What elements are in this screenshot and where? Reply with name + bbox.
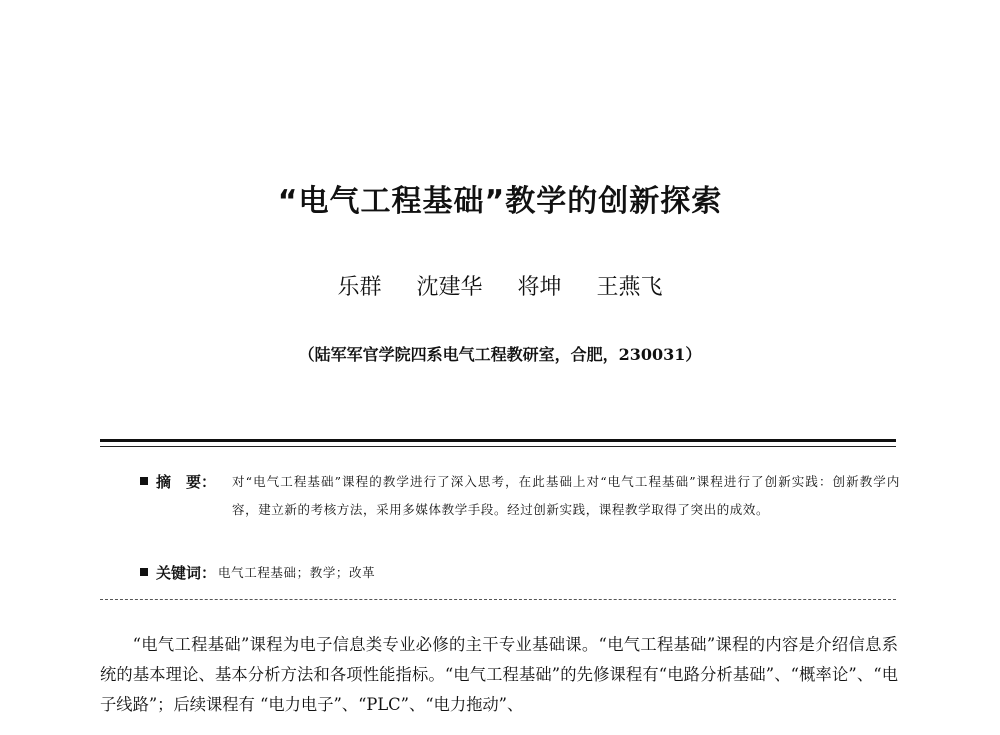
body-paragraph: “电气工程基础”课程为电子信息类专业必修的主干专业基础课。“电气工程基础”课程的内容是介绍信息系统的基本理论、基本分析方法和各项性能指标。“电气工程基础”的先修课程有“电路分析基础”、“概率论”、“电子线路”；后续课程有 “电力电子”、“PLC”、“电力拖动”、: [100, 635, 898, 714]
square-bullet-icon: [140, 477, 148, 485]
divider-thin: [100, 446, 896, 447]
author-list: [0, 270, 1000, 301]
keywords-block: [140, 558, 375, 586]
author-name: 将坤: [517, 275, 562, 300]
author-name: 王燕飞: [596, 275, 663, 300]
divider-thick: [100, 439, 896, 442]
keywords-text: 电气工程基础；教学；改革: [218, 565, 376, 580]
author-affiliation: （陆军军官学院四系电气工程教研室，合肥，230031）: [298, 345, 702, 364]
square-bullet-icon: [140, 568, 148, 576]
abstract-heading: [140, 468, 232, 496]
abstract-block: [140, 468, 900, 524]
divider-dotted: [100, 599, 896, 600]
paper-title: “电气工程基础”教学的创新探索: [277, 184, 723, 219]
author-name: 沈建华: [416, 275, 483, 300]
author-name: 乐群: [337, 275, 382, 300]
keywords-label: 关键词：: [156, 563, 217, 582]
abstract-text: 对“电气工程基础”课程的教学进行了深入思考，在此基础上对“电气工程基础”课程进行了创新实践：创新教学内容，建立新的考核方法，采用多媒体教学手段。经过创新实践，课程教学取得了突出的成效。: [232, 474, 900, 517]
abstract-label: 摘 要：: [156, 473, 217, 491]
keywords-heading: [140, 562, 216, 583]
